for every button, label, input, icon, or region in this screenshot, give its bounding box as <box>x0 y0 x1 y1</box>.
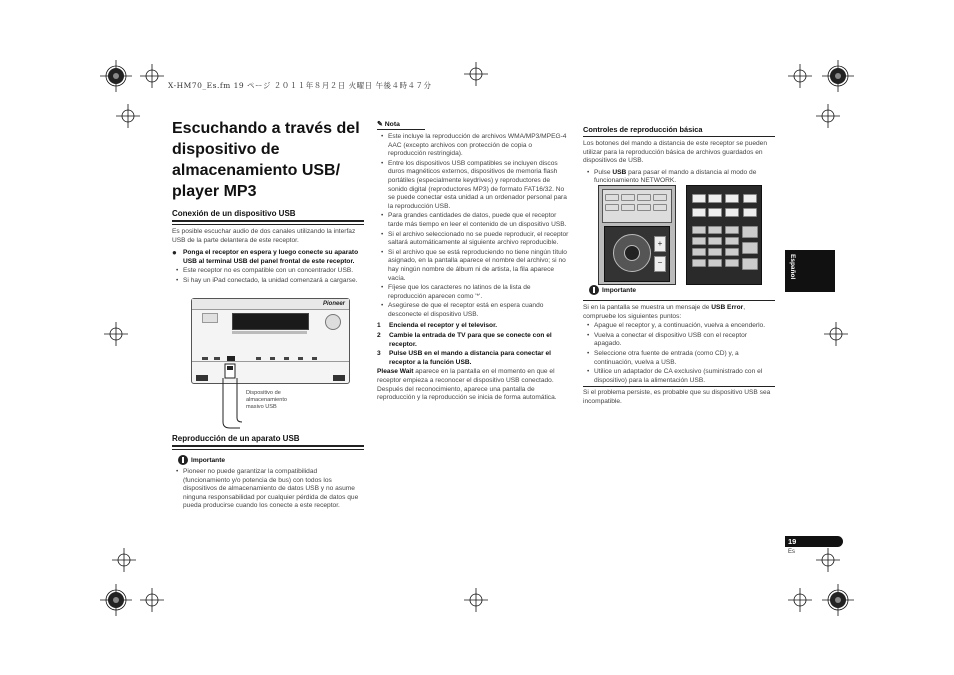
list-item: • Fíjese que los caracteres no latinos de la lista de reproducción aparecen como '*'. <box>380 284 569 301</box>
error-intro: Si en la pantalla se muestra un mensaje de USB Error, compruebe los siguientes puntos: <box>583 304 746 320</box>
page-lang: Es <box>788 549 796 555</box>
volume-knob-icon <box>325 314 341 330</box>
nota-label: Nota <box>384 121 400 128</box>
important-icon <box>178 455 188 465</box>
display-panel <box>232 313 309 330</box>
list-item: • Vuelva a conectar el dispositivo USB con el receptor apagado. <box>586 332 775 349</box>
important-note <box>178 455 364 465</box>
section-usb-playback <box>172 434 364 512</box>
list-item: • Si el archivo seleccionado no se puede reproducir, el receptor saltará automáticamente al siguiente archivo reproducible. <box>380 231 569 248</box>
page-title <box>172 118 372 202</box>
list-item: 1 Encienda el receptor y el televisor. <box>377 322 498 330</box>
file-info-header: X-HM70_Es.fm 19 ページ ２０１１年８月２日 火曜日 午後４時４７分 <box>168 81 432 90</box>
usb-cable-icon <box>218 362 248 432</box>
list-item: • Este incluye la reproducción de archivos WMA/MP3/MPEG-4 AAC (excepto archivos con protección de copia o reproducción restringida). <box>380 133 569 159</box>
important-icon <box>589 285 599 295</box>
important-note <box>589 285 775 295</box>
usb-port-icon <box>227 356 235 361</box>
nota-bullets <box>377 133 569 319</box>
title-line-3: almacenamiento USB/ <box>172 162 341 179</box>
step-text: Ponga el receptor en espera y luego conecte su aparato USB al terminal USB del panel frontal de este receptor. <box>183 249 359 265</box>
page-number-badge <box>785 536 843 547</box>
title-line-4: player MP3 <box>172 183 257 200</box>
step-item <box>172 249 364 266</box>
remote-right-illustration <box>686 185 762 285</box>
list-item: • Seleccione otra fuente de entrada (como CD) y, a continuación, vuelva a USB. <box>586 350 775 367</box>
usb-bullets <box>172 267 364 285</box>
device-label: Dispositivo de almacenamiento masivo USB <box>246 390 288 410</box>
page-number: 19 <box>788 537 797 546</box>
list-item: • Asegúrese de que el receptor está en espera cuando desconecte el dispositivo USB. <box>380 302 569 319</box>
nota-column <box>377 120 569 403</box>
list-item: • Para grandes cantidades de datos, puede que el receptor tarde más tiempo en leer el contenido de un dispositivo USB. <box>380 212 569 229</box>
pencil-icon: ✎ <box>377 121 383 128</box>
important-label: Importante <box>191 456 226 464</box>
language-tab <box>785 250 835 292</box>
section-heading: Conexión de un dispositivo USB <box>172 209 364 222</box>
steps-list <box>377 322 569 367</box>
section-heading: Controles de reproducción básica <box>583 125 775 137</box>
list-item: 3 Pulse USB en el mando a distancia para conectar el receptor a la función USB. <box>377 350 551 366</box>
list-item: • Pulse USB para pasar el mando a distancia al modo de funcionamiento NETWORK. <box>586 169 775 186</box>
receiver-illustration <box>191 298 350 384</box>
title-line-2: dispositivo de <box>172 141 280 158</box>
section-usb-connection <box>172 209 364 287</box>
section-basic-controls <box>583 125 775 187</box>
brand-logo: Pioneer <box>322 301 345 307</box>
playback-bullets <box>172 468 364 511</box>
section-heading: Reproducción de un aparato USB <box>172 434 364 447</box>
nota-heading <box>377 120 425 130</box>
list-item: • Entre los dispositivos USB compatibles se incluyen discos duros magnéticos externos, dispositivos de memoria flash portátiles (especialmente keydrives) y reproductores de sonido digital (reproductores MP3) de formato FAT16/32. No se puede conectar esta unidad a un ordenador personal para la reproducción USB. <box>380 160 569 212</box>
list-item: • Si hay un iPad conectado, la unidad comenzará a cargarse. <box>175 277 364 286</box>
list-item: 2 Cambie la entrada de TV para que se conecte con el receptor. <box>377 332 552 348</box>
list-item: • Pioneer no puede garantizar la compatibilidad (funcionamiento y/o potencia de bus) con todos los dispositivos de almacenamiento de datos USB y no asume ninguna responsabilidad por cualquier pérdida de datos que pueda producirse cuando los conecte a este receptor. <box>175 468 364 511</box>
remote-left-illustration: + − <box>598 185 676 285</box>
final-note: Si el problema persiste, es probable que su dispositivo USB sea incompatible. <box>583 389 771 405</box>
control-bullets <box>583 169 775 186</box>
list-item: • Apague el receptor y, a continuación, vuelva a encenderlo. <box>586 322 775 331</box>
section-usb-error <box>583 285 775 407</box>
wait-paragraph: Please Wait aparece en la pantalla en el momento en que el receptor empieza a reconocer el dispositivo USB conectado. Después del reconocimiento, aparece una pantalla de reproducción y la reproducción se inicia de forma automática. <box>377 368 557 402</box>
step-bullet-icon: ● <box>172 248 177 258</box>
list-item: • Este receptor no es compatible con un concentrador USB. <box>175 267 364 276</box>
language-tab-label: Español <box>789 254 796 280</box>
list-item: • Utilice un adaptador de CA exclusivo (suministrado con el dispositivo) para la alimentación USB. <box>586 368 775 385</box>
title-line-1: Escuchando a través del <box>172 120 360 137</box>
section-intro: Es posible escuchar audio de dos canales utilizando la interfaz USB de la parte delantera de este receptor. <box>172 228 356 244</box>
important-label: Importante <box>602 286 637 294</box>
section-intro: Los botones del mando a distancia de este receptor se pueden utilizar para la reproducción básica de archivos guardados en dispositivos de USB. <box>583 140 768 165</box>
error-checks <box>583 322 775 385</box>
list-item: • Si el archivo que se está reproduciendo no tiene ningún título asignado, en la pantalla aparece el nombre del archivo; si no hay ningún nombre de álbum ni de artista, la fila aparece vacía. <box>380 249 569 283</box>
